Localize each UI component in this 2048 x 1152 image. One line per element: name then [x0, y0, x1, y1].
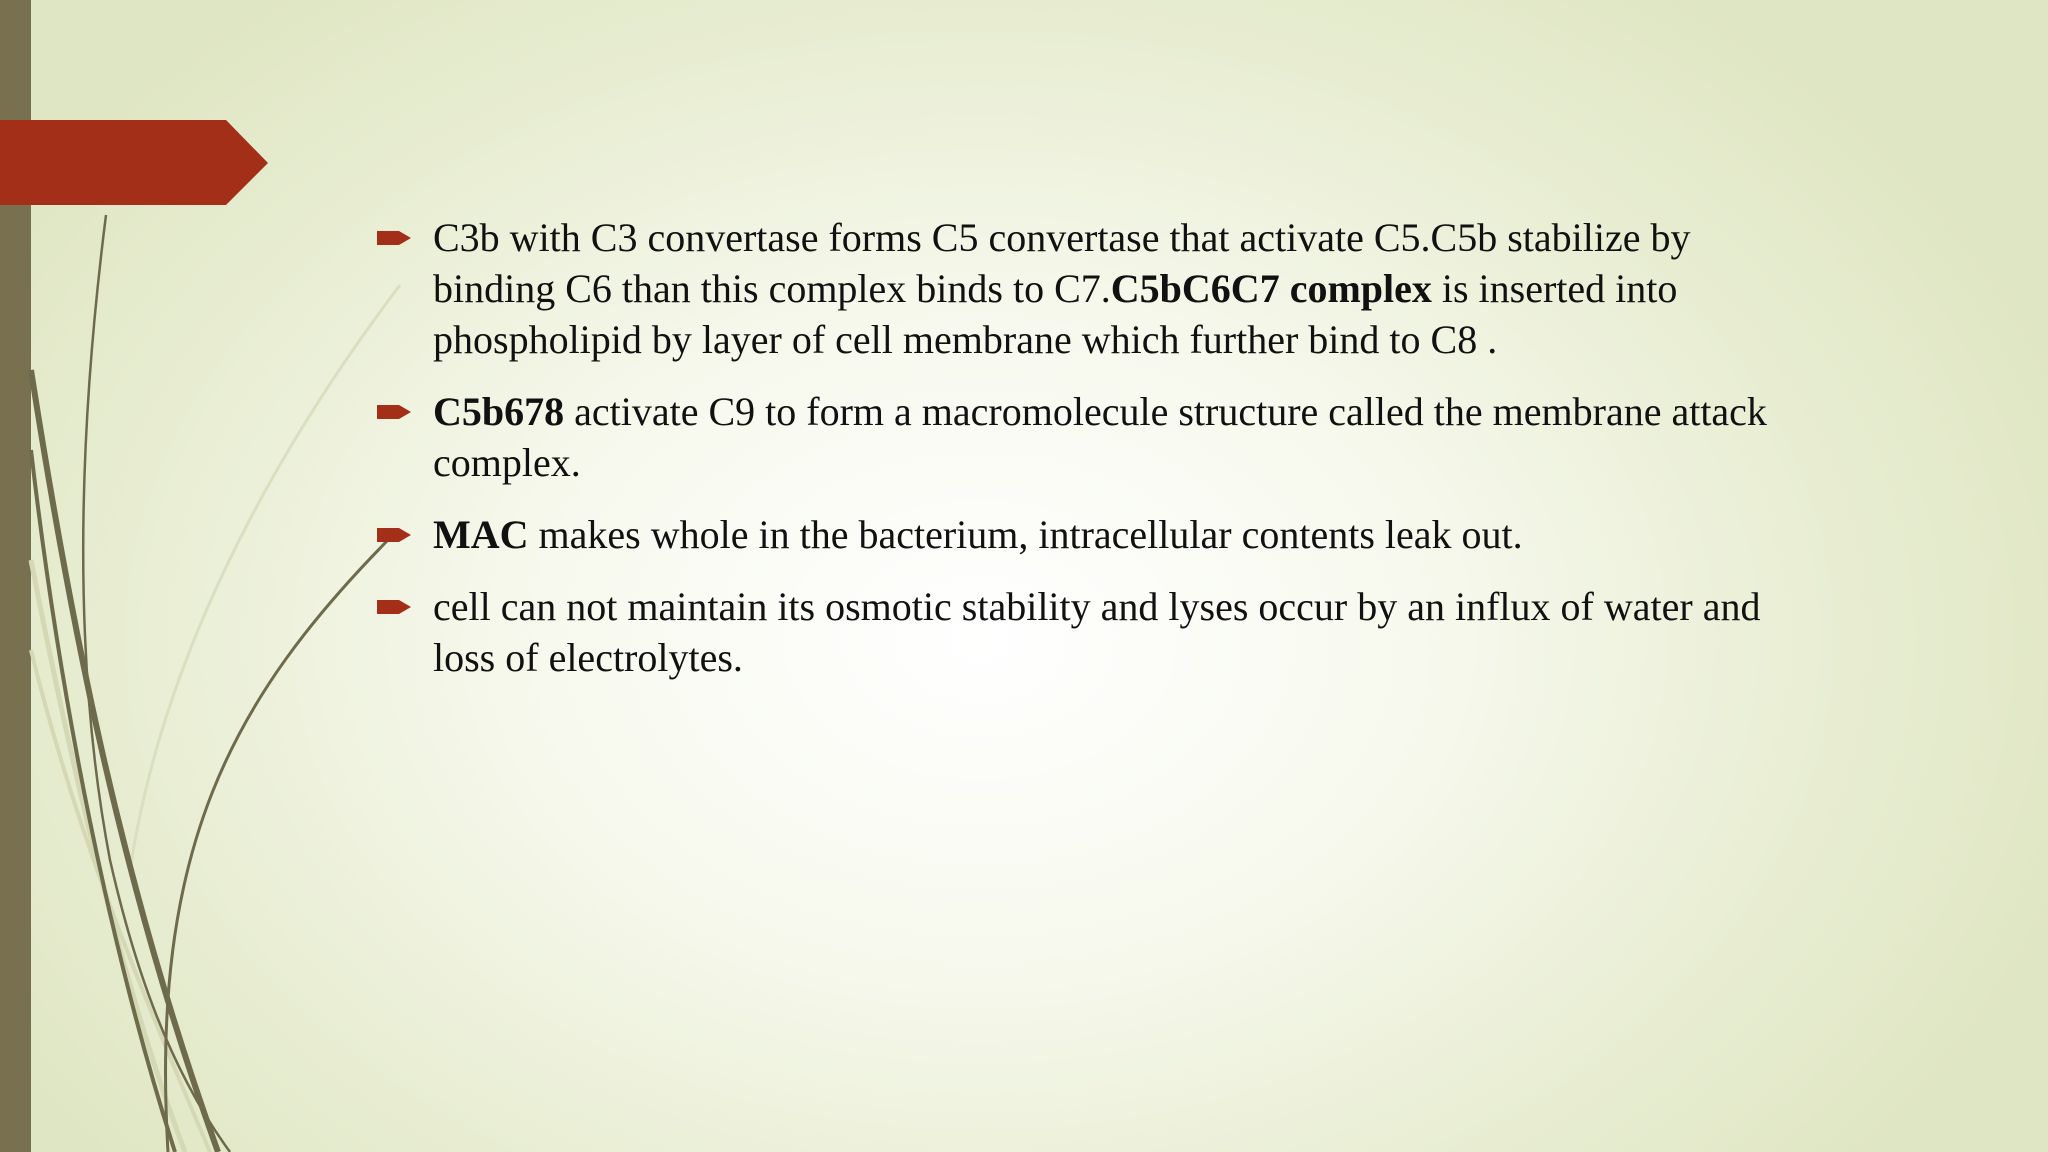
- bullet-text-4a: cell can not maintain its osmotic stability and lyses occur by an influx of water and loss of electrolytes.: [433, 584, 1761, 680]
- bullet-text-3a: MAC: [433, 512, 529, 557]
- bullet-item-1: [373, 212, 1793, 365]
- arrow-bullet-icon: [377, 402, 411, 422]
- arrow-bullet-icon: [377, 228, 411, 248]
- bullet-text-3b: makes whole in the bacterium, intracellular contents leak out.: [528, 512, 1523, 557]
- bullet-item-4: [373, 581, 1793, 683]
- bullet-item-2: [373, 386, 1793, 488]
- bullet-item-3: [373, 509, 1793, 560]
- bullet-text-1a: C3b with C3 convertase forms C5 convertase that activate C5.C5b stabilize by binding C6 than this complex binds to C7.: [433, 215, 1691, 311]
- bullet-text-1b: C5bC6C7 complex: [1110, 266, 1432, 311]
- bullet-text-2b: activate C9 to form a macromolecule structure called the membrane attack complex.: [433, 389, 1767, 485]
- title-banner-shape: [0, 120, 268, 205]
- bullet-text-2a: C5b678: [433, 389, 565, 434]
- arrow-bullet-icon: [377, 525, 411, 545]
- arrow-bullet-icon: [377, 597, 411, 617]
- bullet-list: [373, 212, 1793, 704]
- bullet-text-1c: is inserted into phospholipid by layer of cell membrane which further bind to C8 .: [433, 266, 1678, 362]
